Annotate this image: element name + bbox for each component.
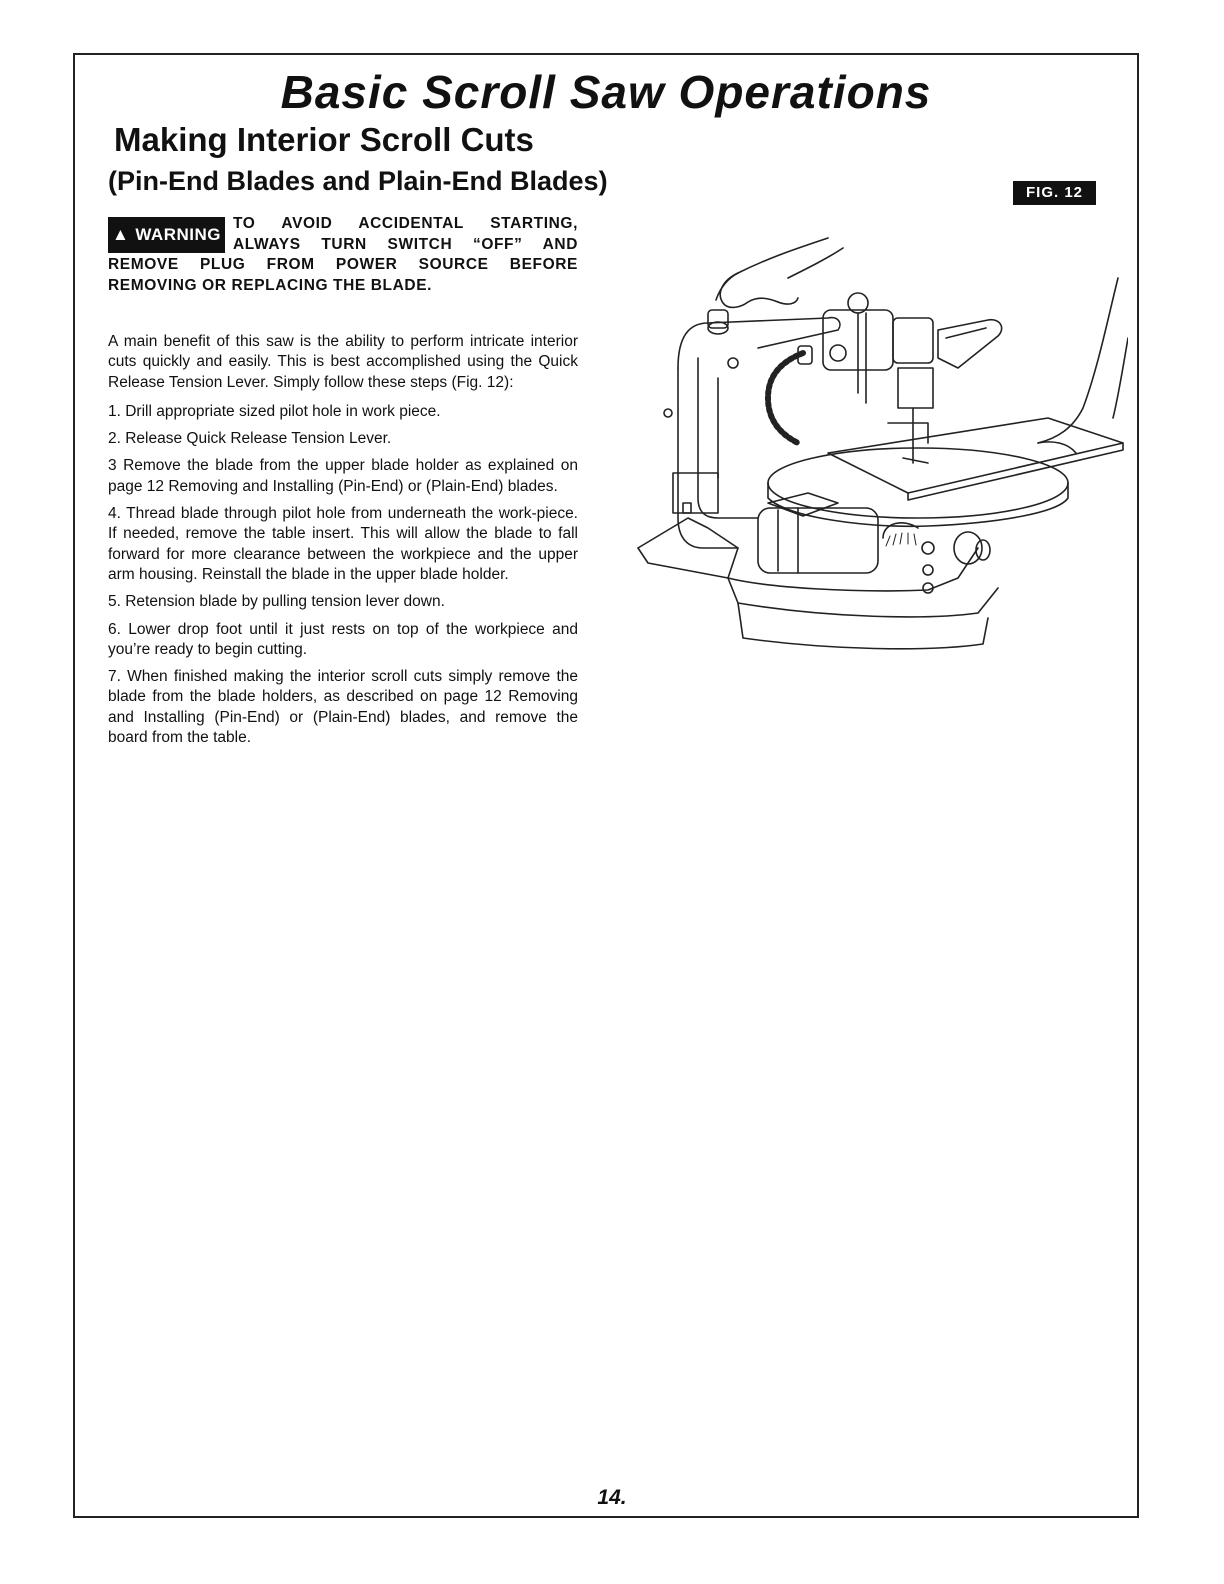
warning-badge [108,217,225,253]
warning-badge-label: WARNING [135,224,221,244]
step-2: 2. Release Quick Release Tension Lever. [108,430,392,448]
page-title: Basic Scroll Saw Operations [280,66,932,118]
step-3: 3 Remove the blade from the upper blade holder as explained on page 12 Removing and Installing (Pin-End) or (Plain-End) blades. [108,457,578,495]
instructions [108,332,578,755]
figure-label: FIG. 12 [1013,181,1096,205]
page-number: 14. [597,1486,627,1509]
step-7: 7. When finished making the interior scroll cuts simply remove the blade from the blade holders, as described on page 12 Removing and Installing (Pin-End) or (Plain-End) blades, and remove the board from the table. [108,668,578,747]
scroll-saw-illustration [628,218,1128,654]
warning-text: TO AVOID ACCIDENTAL STARTING, ALWAYS TURN SWITCH “OFF” AND REMOVE PLUG FROM POWER SOURCE BEFORE REMOVING OR REPLACING THE BLADE. [108,215,578,294]
warning-block [108,214,578,296]
step-4: 4. Thread blade through pilot hole from underneath the work-piece. If needed, remove the table insert. This will allow the blade to fall forward for more clearance between the workpiece and the upper arm housing. Reinstall the blade in the upper blade holder. [108,505,578,583]
intro-paragraph: A main benefit of this saw is the ability to perform intricate interior cuts quickly and easily. This is best accomplished using the Quick Release Tension Lever. Simply follow these steps (Fig. 12): [108,333,578,391]
step-6: 6. Lower drop foot until it just rests on top of the workpiece and you’re ready to begin cutting. [108,620,578,658]
section-title: Making Interior Scroll Cuts [114,121,534,158]
step-1: 1. Drill appropriate sized pilot hole in work piece. [108,402,441,420]
section-subtitle: (Pin-End Blades and Plain-End Blades) [108,166,608,196]
warning-triangle-icon: ▲ [112,224,130,244]
step-5: 5. Retension blade by pulling tension lever down. [108,593,445,611]
